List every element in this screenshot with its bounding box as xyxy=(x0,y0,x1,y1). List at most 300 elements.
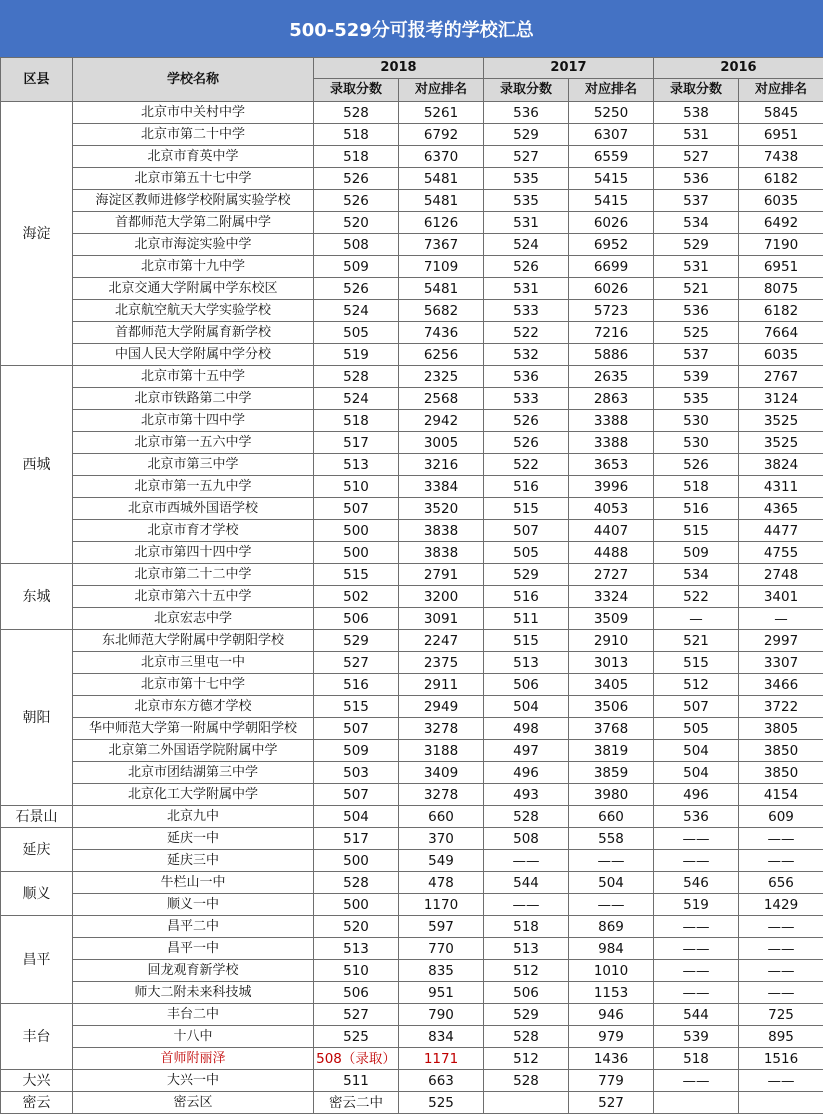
score-cell: 528 xyxy=(314,366,399,388)
rank-cell: 5481 xyxy=(399,190,484,212)
table-row xyxy=(1,542,823,564)
score-cell: 520 xyxy=(314,916,399,938)
header-rank: 对应排名 xyxy=(399,79,484,102)
score-cell: 500 xyxy=(314,894,399,916)
score-cell: 533 xyxy=(484,300,569,322)
rank-cell: 549 xyxy=(399,850,484,872)
header-score: 录取分数 xyxy=(484,79,569,102)
score-cell: 539 xyxy=(654,366,739,388)
rank-cell: 478 xyxy=(399,872,484,894)
rank-cell: 1516 xyxy=(739,1048,823,1070)
rank-cell: 1153 xyxy=(569,982,654,1004)
score-cell: 518 xyxy=(314,410,399,432)
score-cell: 506 xyxy=(314,608,399,630)
score-cell: 504 xyxy=(654,762,739,784)
school-name-cell: 海淀区教师进修学校附属实验学校 xyxy=(73,190,314,212)
school-name-cell: 北京市海淀实验中学 xyxy=(73,234,314,256)
rank-cell: 3384 xyxy=(399,476,484,498)
school-name-cell: 北京市东方德才学校 xyxy=(73,696,314,718)
rank-cell: 3722 xyxy=(739,696,823,718)
table-row xyxy=(1,476,823,498)
score-cell: 513 xyxy=(314,454,399,476)
rank-cell: 3850 xyxy=(739,740,823,762)
rank-cell xyxy=(739,1092,823,1114)
rank-cell: 558 xyxy=(569,828,654,850)
rank-cell: 8075 xyxy=(739,278,823,300)
table-row xyxy=(1,828,823,850)
district-cell: 东城 xyxy=(1,564,73,630)
score-cell: 528 xyxy=(484,1026,569,1048)
district-cell: 海淀 xyxy=(1,102,73,366)
rank-cell: 869 xyxy=(569,916,654,938)
score-cell: 513 xyxy=(484,652,569,674)
score-cell: 522 xyxy=(654,586,739,608)
header-rank: 对应排名 xyxy=(739,79,823,102)
school-name-cell: 昌平二中 xyxy=(73,916,314,938)
table-row xyxy=(1,740,823,762)
table-row xyxy=(1,938,823,960)
score-cell: 544 xyxy=(484,872,569,894)
rank-cell: 3819 xyxy=(569,740,654,762)
header-district: 区县 xyxy=(1,58,73,102)
table-row xyxy=(1,586,823,608)
rank-cell: 895 xyxy=(739,1026,823,1048)
table-row xyxy=(1,124,823,146)
rank-cell: 3525 xyxy=(739,410,823,432)
score-cell: 496 xyxy=(654,784,739,806)
rank-cell: 6951 xyxy=(739,256,823,278)
school-name-cell: 北京市第十四中学 xyxy=(73,410,314,432)
table-row xyxy=(1,696,823,718)
district-cell: 丰台 xyxy=(1,1004,73,1070)
rank-cell: 6035 xyxy=(739,344,823,366)
score-cell: 515 xyxy=(654,652,739,674)
district-cell: 大兴 xyxy=(1,1070,73,1092)
rank-cell: 3013 xyxy=(569,652,654,674)
table-row xyxy=(1,850,823,872)
score-cell: 531 xyxy=(484,212,569,234)
score-cell: 533 xyxy=(484,388,569,410)
score-cell: 526 xyxy=(484,256,569,278)
table-row xyxy=(1,520,823,542)
rank-cell: 660 xyxy=(399,806,484,828)
score-cell: 493 xyxy=(484,784,569,806)
table-row xyxy=(1,256,823,278)
score-table xyxy=(0,57,823,1114)
score-cell: 536 xyxy=(654,806,739,828)
rank-cell: 4477 xyxy=(739,520,823,542)
rank-cell: 2635 xyxy=(569,366,654,388)
rank-cell: 3520 xyxy=(399,498,484,520)
school-name-cell: 北京宏志中学 xyxy=(73,608,314,630)
rank-cell: 6035 xyxy=(739,190,823,212)
school-name-cell: 十八中 xyxy=(73,1026,314,1048)
score-cell: 516 xyxy=(484,586,569,608)
rank-cell: 3980 xyxy=(569,784,654,806)
school-name-cell: 北京市第十七中学 xyxy=(73,674,314,696)
rank-cell: 3768 xyxy=(569,718,654,740)
score-cell: 528 xyxy=(484,1070,569,1092)
rank-cell: 3850 xyxy=(739,762,823,784)
score-cell: 527 xyxy=(314,652,399,674)
score-cell: 507 xyxy=(484,520,569,542)
table-row xyxy=(1,1092,823,1114)
school-name-cell: 东北师范大学附属中学朝阳学校 xyxy=(73,630,314,652)
score-cell: 530 xyxy=(654,432,739,454)
score-cell: 498 xyxy=(484,718,569,740)
school-name-cell: 北京市铁路第二中学 xyxy=(73,388,314,410)
score-cell: 505 xyxy=(484,542,569,564)
rank-cell: 4365 xyxy=(739,498,823,520)
table-row xyxy=(1,388,823,410)
score-cell: 507 xyxy=(314,718,399,740)
score-cell: 528 xyxy=(484,806,569,828)
score-cell: 506 xyxy=(484,982,569,1004)
rank-cell: 3509 xyxy=(569,608,654,630)
rank-cell: 951 xyxy=(399,982,484,1004)
score-cell: 517 xyxy=(314,828,399,850)
score-cell: 529 xyxy=(654,234,739,256)
rank-cell: —— xyxy=(569,894,654,916)
school-name-cell: 中国人民大学附属中学分校 xyxy=(73,344,314,366)
table-row xyxy=(1,564,823,586)
rank-cell: 5481 xyxy=(399,168,484,190)
header-rank: 对应排名 xyxy=(569,79,654,102)
score-cell: 509 xyxy=(654,542,739,564)
score-cell: 518 xyxy=(314,146,399,168)
score-cell: 517 xyxy=(314,432,399,454)
rank-cell: —— xyxy=(739,938,823,960)
table-row xyxy=(1,300,823,322)
school-name-cell: 延庆一中 xyxy=(73,828,314,850)
table-row xyxy=(1,1070,823,1092)
school-name-cell: 北京市第二十中学 xyxy=(73,124,314,146)
rank-cell: 2863 xyxy=(569,388,654,410)
school-name-cell: 北京航空航天大学实验学校 xyxy=(73,300,314,322)
score-cell: 534 xyxy=(654,212,739,234)
score-cell: 515 xyxy=(484,498,569,520)
rank-cell: 4407 xyxy=(569,520,654,542)
score-cell: 504 xyxy=(484,696,569,718)
rank-cell: 725 xyxy=(739,1004,823,1026)
score-cell: 505 xyxy=(654,718,739,740)
school-name-cell: 北京市育英中学 xyxy=(73,146,314,168)
rank-cell: — xyxy=(739,608,823,630)
score-cell: 526 xyxy=(484,432,569,454)
score-cell: 513 xyxy=(314,938,399,960)
table-row xyxy=(1,498,823,520)
score-cell: 537 xyxy=(654,344,739,366)
score-cell: 527 xyxy=(484,146,569,168)
rank-cell: 6256 xyxy=(399,344,484,366)
rank-cell: 5415 xyxy=(569,168,654,190)
rank-cell: 1010 xyxy=(569,960,654,982)
rank-cell: 6699 xyxy=(569,256,654,278)
score-cell: 546 xyxy=(654,872,739,894)
table-row xyxy=(1,212,823,234)
table-row xyxy=(1,168,823,190)
rank-cell: 3466 xyxy=(739,674,823,696)
header-school: 学校名称 xyxy=(73,58,314,102)
score-cell: —— xyxy=(654,982,739,1004)
rank-cell: 370 xyxy=(399,828,484,850)
score-cell: 500 xyxy=(314,542,399,564)
rank-cell: —— xyxy=(739,982,823,1004)
rank-cell: 656 xyxy=(739,872,823,894)
score-cell: 537 xyxy=(654,190,739,212)
district-cell: 延庆 xyxy=(1,828,73,872)
school-name-cell: 牛栏山一中 xyxy=(73,872,314,894)
score-cell: 525 xyxy=(314,1026,399,1048)
table-row xyxy=(1,102,823,124)
score-cell: 535 xyxy=(484,190,569,212)
school-name-cell: 北京化工大学附属中学 xyxy=(73,784,314,806)
school-name-cell: 北京市第二十二中学 xyxy=(73,564,314,586)
school-name-cell: 昌平一中 xyxy=(73,938,314,960)
score-cell: 519 xyxy=(654,894,739,916)
rank-cell: 660 xyxy=(569,806,654,828)
rank-cell: 7367 xyxy=(399,234,484,256)
table-row xyxy=(1,960,823,982)
score-cell: —— xyxy=(654,916,739,938)
table-row xyxy=(1,762,823,784)
rank-cell: 3200 xyxy=(399,586,484,608)
header-score: 录取分数 xyxy=(654,79,739,102)
score-cell: 515 xyxy=(314,564,399,586)
score-cell: — xyxy=(654,608,739,630)
rank-cell: 1436 xyxy=(569,1048,654,1070)
rank-cell: 2911 xyxy=(399,674,484,696)
score-cell: 531 xyxy=(654,124,739,146)
rank-cell: 7438 xyxy=(739,146,823,168)
school-name-cell: 北京第二外国语学院附属中学 xyxy=(73,740,314,762)
rank-cell: 3653 xyxy=(569,454,654,476)
school-name-cell: 北京市第四十四中学 xyxy=(73,542,314,564)
score-cell: 500 xyxy=(314,520,399,542)
score-cell: 506 xyxy=(484,674,569,696)
score-cell: —— xyxy=(484,850,569,872)
school-name-cell: 北京市第十九中学 xyxy=(73,256,314,278)
score-cell: 509 xyxy=(314,256,399,278)
score-cell: 526 xyxy=(314,168,399,190)
rank-cell: 3996 xyxy=(569,476,654,498)
rank-cell: 4311 xyxy=(739,476,823,498)
rank-cell: 3216 xyxy=(399,454,484,476)
school-name-cell: 首师附丽泽 xyxy=(73,1048,314,1070)
score-cell: 515 xyxy=(314,696,399,718)
score-cell: 497 xyxy=(484,740,569,762)
score-cell: 508 xyxy=(484,828,569,850)
score-cell: 507 xyxy=(314,784,399,806)
rank-cell: 6026 xyxy=(569,212,654,234)
score-cell: —— xyxy=(654,850,739,872)
school-name-cell: 北京市三里屯一中 xyxy=(73,652,314,674)
table-row xyxy=(1,344,823,366)
score-cell: 510 xyxy=(314,476,399,498)
score-cell: 526 xyxy=(654,454,739,476)
rank-cell: 5886 xyxy=(569,344,654,366)
rank-cell: 3324 xyxy=(569,586,654,608)
school-name-cell: 丰台二中 xyxy=(73,1004,314,1026)
school-name-cell: 北京市第一五九中学 xyxy=(73,476,314,498)
score-cell: 529 xyxy=(314,630,399,652)
table-row xyxy=(1,916,823,938)
rank-cell: 984 xyxy=(569,938,654,960)
score-cell: 518 xyxy=(654,476,739,498)
rank-cell: 3824 xyxy=(739,454,823,476)
score-cell: 512 xyxy=(484,960,569,982)
table-row xyxy=(1,608,823,630)
school-name-cell: 北京市育才学校 xyxy=(73,520,314,542)
district-cell: 石景山 xyxy=(1,806,73,828)
score-cell: 504 xyxy=(314,806,399,828)
rank-cell: 1429 xyxy=(739,894,823,916)
rank-cell: 979 xyxy=(569,1026,654,1048)
score-cell: 536 xyxy=(484,366,569,388)
rank-cell: 6307 xyxy=(569,124,654,146)
table-row xyxy=(1,1004,823,1026)
rank-cell: 3388 xyxy=(569,432,654,454)
score-cell: 515 xyxy=(484,630,569,652)
rank-cell: 6370 xyxy=(399,146,484,168)
rank-cell: 2910 xyxy=(569,630,654,652)
district-cell: 昌平 xyxy=(1,916,73,1004)
score-cell: —— xyxy=(654,828,739,850)
rank-cell: 4488 xyxy=(569,542,654,564)
school-name-cell: 密云区 xyxy=(73,1092,314,1114)
rank-cell: 7216 xyxy=(569,322,654,344)
score-cell: 516 xyxy=(314,674,399,696)
score-cell: 525 xyxy=(654,322,739,344)
district-cell: 顺义 xyxy=(1,872,73,916)
table-row xyxy=(1,454,823,476)
score-cell: 511 xyxy=(314,1070,399,1092)
score-cell: 511 xyxy=(484,608,569,630)
rank-cell: 3124 xyxy=(739,388,823,410)
district-cell: 朝阳 xyxy=(1,630,73,806)
rank-cell: 3805 xyxy=(739,718,823,740)
score-cell: 522 xyxy=(484,454,569,476)
score-cell: 531 xyxy=(654,256,739,278)
rank-cell: 5845 xyxy=(739,102,823,124)
score-cell: 527 xyxy=(314,1004,399,1026)
rank-cell: 5723 xyxy=(569,300,654,322)
rank-cell: 6126 xyxy=(399,212,484,234)
score-cell: 536 xyxy=(484,102,569,124)
rank-cell: 4154 xyxy=(739,784,823,806)
rank-cell: 3307 xyxy=(739,652,823,674)
school-name-cell: 北京市中关村中学 xyxy=(73,102,314,124)
score-cell: 518 xyxy=(314,124,399,146)
score-cell: 527 xyxy=(654,146,739,168)
rank-cell: 609 xyxy=(739,806,823,828)
score-cell: 521 xyxy=(654,278,739,300)
score-cell: 528 xyxy=(314,102,399,124)
score-cell: 519 xyxy=(314,344,399,366)
rank-cell: 2767 xyxy=(739,366,823,388)
rank-cell: 1171 xyxy=(399,1048,484,1070)
school-name-cell: 延庆三中 xyxy=(73,850,314,872)
score-cell: 538 xyxy=(654,102,739,124)
district-cell: 西城 xyxy=(1,366,73,564)
rank-cell: 5261 xyxy=(399,102,484,124)
score-cell xyxy=(654,1092,739,1114)
table-row xyxy=(1,1026,823,1048)
rank-cell: 3405 xyxy=(569,674,654,696)
rank-cell: 3278 xyxy=(399,718,484,740)
rank-cell: 5250 xyxy=(569,102,654,124)
score-cell: 502 xyxy=(314,586,399,608)
rank-cell: 2949 xyxy=(399,696,484,718)
rank-cell: 3506 xyxy=(569,696,654,718)
score-cell: 524 xyxy=(314,300,399,322)
score-cell: —— xyxy=(654,960,739,982)
rank-cell: 6182 xyxy=(739,300,823,322)
rank-cell: 2727 xyxy=(569,564,654,586)
school-name-cell: 回龙观育新学校 xyxy=(73,960,314,982)
rank-cell: 770 xyxy=(399,938,484,960)
rank-cell: 504 xyxy=(569,872,654,894)
school-name-cell: 北京交通大学附属中学东校区 xyxy=(73,278,314,300)
rank-cell: 2568 xyxy=(399,388,484,410)
rank-cell: 3838 xyxy=(399,542,484,564)
score-cell: —— xyxy=(484,894,569,916)
rank-cell: 6952 xyxy=(569,234,654,256)
score-cell: 505 xyxy=(314,322,399,344)
table-row xyxy=(1,982,823,1004)
rank-cell: —— xyxy=(739,828,823,850)
score-cell: 512 xyxy=(654,674,739,696)
rank-cell: 2375 xyxy=(399,652,484,674)
table-row xyxy=(1,1048,823,1070)
rank-cell: 3188 xyxy=(399,740,484,762)
score-cell: 506 xyxy=(314,982,399,1004)
school-name-cell: 北京市第五十七中学 xyxy=(73,168,314,190)
rank-cell: 7664 xyxy=(739,322,823,344)
score-cell: 500 xyxy=(314,850,399,872)
rank-cell: 6559 xyxy=(569,146,654,168)
school-name-cell: 北京市第十五中学 xyxy=(73,366,314,388)
score-cell: 544 xyxy=(654,1004,739,1026)
rank-cell: —— xyxy=(739,960,823,982)
rank-cell: 6182 xyxy=(739,168,823,190)
table-row xyxy=(1,410,823,432)
header-year-2016: 2016 xyxy=(654,58,823,79)
score-cell: 518 xyxy=(654,1048,739,1070)
table-title: 500-529分可报考的学校汇总 xyxy=(0,0,823,57)
header-score: 录取分数 xyxy=(314,79,399,102)
school-name-cell: 北京市团结湖第三中学 xyxy=(73,762,314,784)
school-name-cell: 大兴一中 xyxy=(73,1070,314,1092)
rank-cell: 6026 xyxy=(569,278,654,300)
table-row xyxy=(1,432,823,454)
score-cell: 516 xyxy=(654,498,739,520)
score-cell: 524 xyxy=(314,388,399,410)
table-row xyxy=(1,674,823,696)
score-cell: 535 xyxy=(484,168,569,190)
score-cell xyxy=(484,1092,569,1114)
score-cell: 529 xyxy=(484,124,569,146)
rank-cell: 2748 xyxy=(739,564,823,586)
school-name-cell: 北京市第六十五中学 xyxy=(73,586,314,608)
rank-cell: 597 xyxy=(399,916,484,938)
rank-cell: 1170 xyxy=(399,894,484,916)
rank-cell: —— xyxy=(569,850,654,872)
rank-cell: 2791 xyxy=(399,564,484,586)
header-year-2017: 2017 xyxy=(484,58,654,79)
score-cell: 522 xyxy=(484,322,569,344)
table-row xyxy=(1,190,823,212)
